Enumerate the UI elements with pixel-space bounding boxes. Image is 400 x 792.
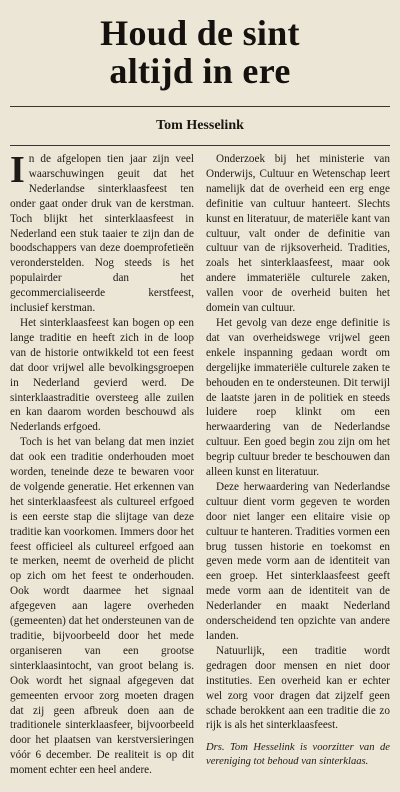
paragraph: Het sinterklaasfeest kan bogen op een lange traditie en heeft zich in de loop van de historie ontwikkeld tot een feest dat door vrijwel alle bevolkingsgroepen in Nederland gevierd werd. De sinterklaastraditie oversteeg alle zuilen en kan daarom worden beschouwd als Nederlands erfgoed. bbox=[10, 316, 194, 434]
drop-cap: I bbox=[10, 149, 25, 191]
paragraph: Toch is het van belang dat men inziet dat ook een traditie onderhouden moet worden, teneinde deze te bewaren voor de volgende generatie. Het erkennen van het sinterklaasfeest als cultureel erfgoed is een eerste stap die slijtage van deze traditie kan voorkomen. Immers door het feest officieel als cultureel erfgoed aan te merken, neemt de overheid de plicht op zich om het feest te onderhouden. Ook wordt daarmee het signaal afgegeven aan lagere overheden (gemeenten) dat het ondersteunen van de traditie, bijvoorbeeld door het mede organiseren van een grootse sinterklaasintocht, van groot belang is. Ook wordt het signaal afgegeven dat gemeenten ervoor zorg moeten dragen dat zij geen afbreuk doen aan de traditionele sinterklaasfeer, bijvoorbeeld door het plaatsen van kerstversieringen vóór 6 december. De realiteit is op dit moment echter een heel andere. bbox=[10, 436, 194, 777]
byline: Tom Hesselink bbox=[156, 118, 244, 133]
paragraph bbox=[10, 149, 194, 316]
divider-bottom bbox=[10, 145, 390, 146]
headline-line-2: altijd in ere bbox=[109, 51, 291, 91]
right-column bbox=[206, 152, 390, 778]
paragraph-text: n de afgelopen tien jaar zijn veel waarschuwingen geuit dat het Nederlandse sinterklaasfeest ten onder gaat onder druk van de kerstman. Toch blijkt het sinterklaasfeest in Nederland een stuk taaier te zijn dan de boodschappers van deze doemprofetieën veronderstelden. Nog steeds is het populairder dan het gecommercialiseerde kerstfeest, inclusief kerstman. bbox=[10, 153, 194, 315]
author-note: Drs. Tom Hesselink is voorzitter van de vereniging tot behoud van sinterklaas. bbox=[206, 742, 390, 767]
article-body bbox=[10, 149, 390, 778]
paragraph: Deze herwaardering van Nederlandse cultuur dient vorm gegeven te worden door niet langer een elitaire visie op cultuur te hanteren. Tradities vormen een brug tussen historie en toekomst en geven mede vorm aan de identiteit van een groep. Het sinterklaasfeest geeft mede vorm aan de identiteit van de Nederlander en maakt Nederland onderscheidend ten opzichte van andere landen. bbox=[206, 480, 390, 642]
headline-line-1: Houd de sint bbox=[100, 13, 300, 53]
headline bbox=[10, 14, 390, 90]
left-column bbox=[10, 149, 194, 778]
divider-top bbox=[10, 106, 390, 107]
paragraph: Natuurlijk, een traditie wordt gedragen door mensen en niet door instituties. Een overheid kan er echter wel zorg voor dragen dat zijzelf geen schade berokkent aan een traditie die zo rijk is als het sinterklaasfeest. bbox=[206, 644, 390, 732]
paragraph: Het gevolg van deze enge definitie is dat van overheidswege vrijwel geen enkele inspanning gedaan wordt om dergelijke immateriële culturele zaken te behouden en te ondersteunen. Dit terwijl de laatste jaren in de politiek en steeds luidere roep klinkt om een herwaardering van de Nederlandse cultuur. Een goed begin zou zijn om het begrip cultuur breder te beschouwen dan alleen kunst en literatuur. bbox=[206, 316, 390, 479]
paragraph: Onderzoek bij het ministerie van Onderwijs, Cultuur en Wetenschap leert namelijk dat de overheid een erg enge definitie van cultuur hanteert. Slechts kunst en literatuur, de materiële kant van cultuur, valt onder de definitie van cultuur van de rijksoverheid. Tradities, zoals het sinterklaasfeest, maar ook andere immateriële culturele zaken, vallen voor de overheid buiten het domein van cultuur. bbox=[206, 153, 390, 315]
